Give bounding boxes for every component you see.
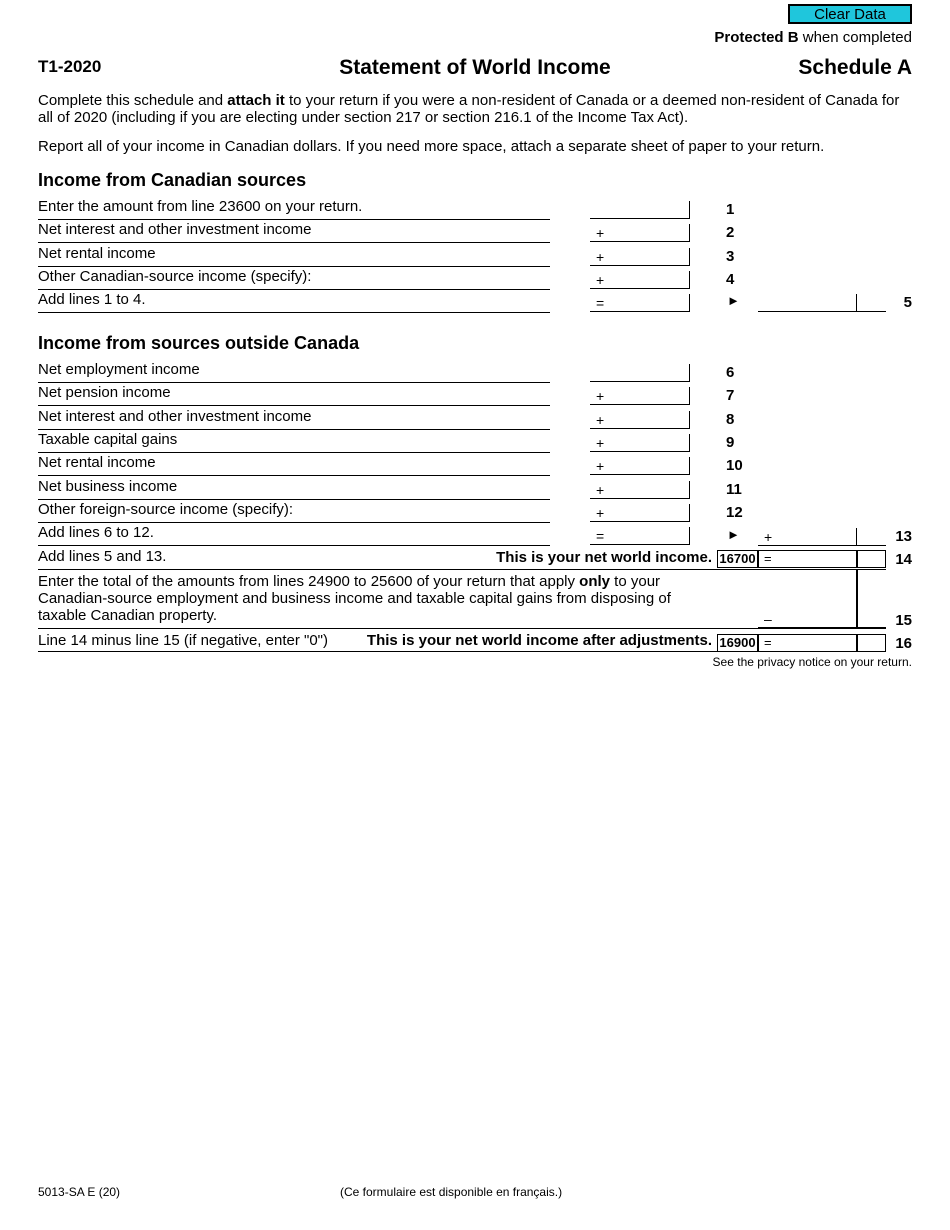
line-16-number: 16 [895, 635, 912, 652]
line-14-field[interactable]: = [758, 550, 886, 568]
schedule-label: Schedule A [798, 56, 912, 79]
line-16-note: This is your net world income after adjustments. [366, 632, 712, 649]
foreign-tick-4 [689, 457, 690, 475]
canadian-number-3: 4 [726, 270, 735, 288]
line-16-field[interactable]: = [758, 634, 886, 652]
foreign-field-6[interactable]: + [590, 500, 690, 522]
foreign-line-7: Add lines 6 to 12. [38, 523, 550, 546]
foreign-field-5[interactable]: + [590, 477, 690, 499]
line-5-arrow: ► [727, 293, 740, 308]
canadian-tick-2 [689, 248, 690, 266]
canadian-field-2[interactable]: + [590, 244, 690, 266]
foreign-number-2: 8 [726, 410, 735, 428]
foreign-sources-heading: Income from sources outside Canada [38, 333, 360, 353]
foreign-tick-3 [689, 434, 690, 452]
line-14-note: This is your net world income. [496, 549, 712, 566]
foreign-number-3: 9 [726, 433, 735, 451]
foreign-tick-1 [689, 387, 690, 405]
canadian-field-0[interactable] [590, 197, 690, 219]
foreign-number-6: 12 [726, 503, 743, 521]
canadian-line-2: Net rental income [38, 244, 550, 267]
canadian-line-4: Add lines 1 to 4. [38, 290, 550, 313]
line-16-code: 16900 [717, 634, 758, 652]
foreign-line-1: Net pension income [38, 383, 550, 406]
intro-paragraph-2: Report all of your income in Canadian dollars. If you need more space, attach a separate sheet of paper to your return. [38, 138, 825, 155]
foreign-tick-2 [689, 411, 690, 429]
foreign-line-5: Net business income [38, 477, 550, 500]
page-title: Statement of World Income [339, 56, 611, 79]
protected-notice: Protected B when completed [714, 29, 912, 46]
canadian-sources-heading: Income from Canadian sources [38, 170, 307, 190]
line-15-number: 15 [895, 612, 912, 629]
foreign-field-7[interactable]: = [590, 523, 690, 545]
canadian-field-1[interactable]: + [590, 220, 690, 242]
canadian-line-3: Other Canadian-source income (specify): [38, 267, 550, 290]
line-14-row: Add lines 5 and 13. [38, 547, 886, 570]
foreign-line-0: Net employment income [38, 360, 550, 383]
line-5-tick [856, 294, 857, 312]
foreign-tick-7 [689, 527, 690, 545]
line-5-field[interactable] [758, 290, 886, 312]
canadian-field-3[interactable]: + [590, 267, 690, 289]
foreign-number-5: 11 [726, 480, 742, 498]
form-code: 5013-SA E (20) [38, 1185, 121, 1199]
foreign-field-0[interactable] [590, 360, 690, 382]
french-notice: (Ce formulaire est disponible en français.) [340, 1185, 563, 1199]
line-15-rule [38, 628, 886, 629]
canadian-line-0: Enter the amount from line 23600 on your return. [38, 197, 550, 220]
canadian-field-4[interactable]: = [590, 290, 690, 312]
foreign-tick-6 [689, 504, 690, 522]
line-15-text: Enter the total of the amounts from lines 24900 to 25600 of your return that apply only to your Canadian-source employment and business income and taxable capital gains from disposing of taxable Canadian property. [38, 573, 671, 624]
canadian-tick-0 [689, 201, 690, 219]
canadian-tick-4 [689, 294, 690, 312]
foreign-tick-5 [689, 481, 690, 499]
line-13-number: 13 [895, 528, 912, 545]
foreign-line-3: Taxable capital gains [38, 430, 550, 453]
line-16-tick [856, 634, 858, 652]
foreign-tick-0 [689, 364, 690, 382]
canadian-number-1: 2 [726, 224, 735, 242]
canadian-tick-1 [689, 224, 690, 242]
line-13-arrow: ► [727, 527, 740, 542]
foreign-line-6: Other foreign-source income (specify): [38, 500, 550, 523]
line-14-tick [856, 550, 858, 568]
foreign-number-4: 10 [726, 457, 743, 475]
canadian-number-0: 1 [726, 201, 735, 218]
canadian-tick-3 [689, 271, 690, 289]
privacy-notice: See the privacy notice on your return. [712, 655, 912, 669]
foreign-number-1: 7 [726, 387, 735, 405]
line-13-field[interactable]: + [758, 524, 886, 546]
line-14-number: 14 [895, 551, 912, 568]
foreign-field-1[interactable]: + [590, 383, 690, 405]
line-5-number: 5 [903, 294, 912, 311]
foreign-field-2[interactable]: + [590, 407, 690, 429]
line-16-row: Line 14 minus line 15 (if negative, enter "0") [38, 631, 886, 652]
foreign-line-2: Net interest and other investment income [38, 407, 550, 430]
form-id: T1-2020 [38, 57, 102, 76]
line-14-code: 16700 [717, 550, 758, 568]
line-13-tick [856, 528, 857, 546]
line-15-field[interactable]: – [758, 606, 886, 628]
clear-data-button[interactable]: Clear Data [788, 4, 912, 24]
foreign-number-0: 6 [726, 364, 735, 381]
canadian-line-1: Net interest and other investment income [38, 220, 550, 243]
canadian-number-2: 3 [726, 247, 735, 265]
foreign-field-4[interactable]: + [590, 453, 690, 475]
foreign-line-4: Net rental income [38, 453, 550, 476]
foreign-field-3[interactable]: + [590, 430, 690, 452]
intro-paragraph-1: Complete this schedule and attach it to your return if you were a non-resident of Canada or a deemed non-resident of Canada for all of 2020 (including if you are electing under section 217 or section 216.1 of the Income Tax Act). [38, 92, 900, 126]
